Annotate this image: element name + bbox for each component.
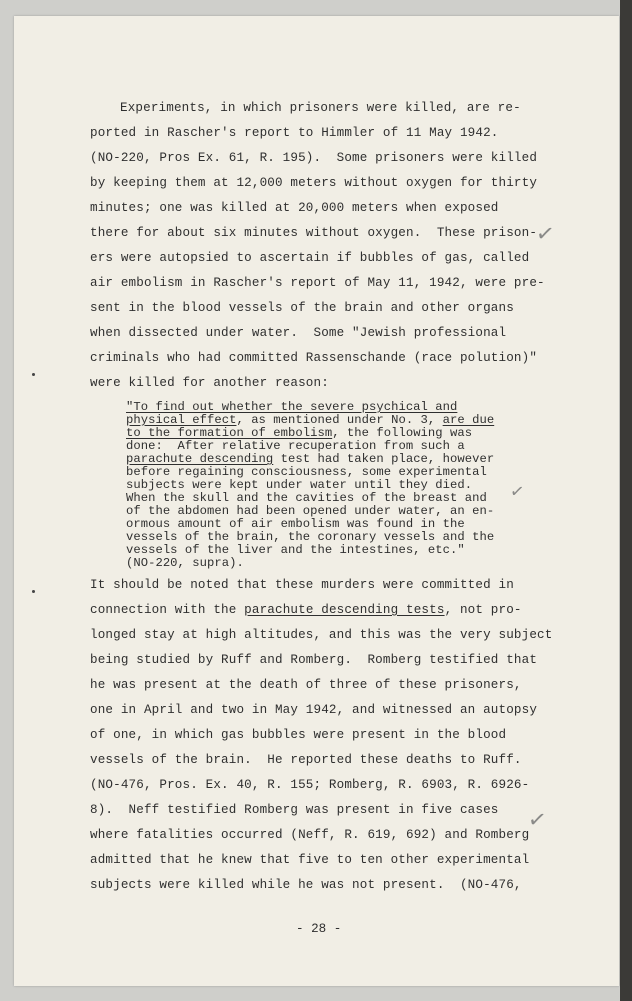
text-line: were killed for another reason: [90,376,329,390]
text-line: ported in Rascher's report to Himmler of 11 May 1942. [90,126,499,140]
text-line: when dissected under water. Some "Jewish professional [90,326,507,340]
check-mark-icon: ✓ [526,806,549,835]
underlined-text: physical effect [126,413,237,427]
scan-edge [620,0,632,1001]
text-line: It should be noted that these murders were committed in [90,578,514,592]
text-line: he was present at the death of three of these prisoners, [90,678,522,692]
text-line: vessels of the brain. He reported these deaths to Ruff. [90,753,522,767]
text-line: (NO-220, Pros Ex. 61, R. 195). Some prisoners were killed [90,151,538,165]
text-segment: connection with the [90,603,245,617]
text-line: being studied by Ruff and Romberg. Romberg testified that [90,653,538,667]
text-line: sent in the blood vessels of the brain and other organs [90,301,514,315]
margin-dot [32,590,35,593]
document-page [14,16,619,986]
underlined-text: to the formation of embolism [126,426,333,440]
text-line: where fatalities occurred (Neff, R. 619, 692) and Romberg [90,828,530,842]
quote-line [126,400,457,414]
quote-line: of the abdomen had been opened under water, an en- [126,504,495,518]
text-line: (NO-476, Pros. Ex. 40, R. 155; Romberg, R. 6903, R. 6926- [90,778,530,792]
quote-text: , the following was [332,426,473,440]
quote-line: vessels of the liver and the intestines, etc." [126,543,465,557]
underlined-text: parachute descending [126,452,274,466]
quote-line [126,426,472,440]
quote-line [126,452,494,466]
check-mark-icon: ✓ [508,481,526,503]
text-line: criminals who had committed Rassenschande (race polution)" [90,351,538,365]
underlined-text: "To find out whether the severe psychical and [126,400,458,414]
text-line: minutes; one was killed at 20,000 meters when exposed [90,201,499,215]
quote-line: before regaining consciousness, some experimental [126,465,487,479]
quote-line: done: After relative recuperation from such a [126,439,465,453]
quote-text: test had taken place, however [273,452,495,466]
quote-line: subjects were kept under water until they died. [126,478,473,492]
text-segment: , not pro- [444,603,522,617]
text-line: ers were autopsied to ascertain if bubbles of gas, called [90,251,530,265]
quote-line: ormous amount of air embolism was found in the [126,517,465,531]
text-line: 8). Neff testified Romberg was present in five cases [90,803,499,817]
text-line: longed stay at high altitudes, and this was the very subject [90,628,553,642]
text-line: subjects were killed while he was not present. (NO-476, [90,878,522,892]
quote-line: vessels of the brain, the coronary vessels and the [126,530,495,544]
quote-line: When the skull and the cavities of the breast and [126,491,487,505]
text-line: air embolism in Rascher's report of May 11, 1942, were pre- [90,276,545,290]
text-line [90,603,522,617]
quote-line: (NO-220, supra). [126,556,244,570]
text-line: one in April and two in May 1942, and witnessed an autopsy [90,703,538,717]
margin-dot [32,373,35,376]
text-line: admitted that he knew that five to ten other experimental [90,853,530,867]
underlined-text: parachute descending tests [244,603,445,617]
text-line: Experiments, in which prisoners were killed, are re- [120,101,521,115]
check-mark-icon: ✓ [534,220,557,249]
text-line: by keeping them at 12,000 meters without oxygen for thirty [90,176,538,190]
quote-text: , as mentioned under No. 3, [236,413,443,427]
text-line: there for about six minutes without oxygen. These prison- [90,226,538,240]
text-line: of one, in which gas bubbles were present in the blood [90,728,507,742]
underlined-text: are due [442,413,495,427]
quote-line [126,413,494,427]
page-number: - 28 - [296,922,342,936]
